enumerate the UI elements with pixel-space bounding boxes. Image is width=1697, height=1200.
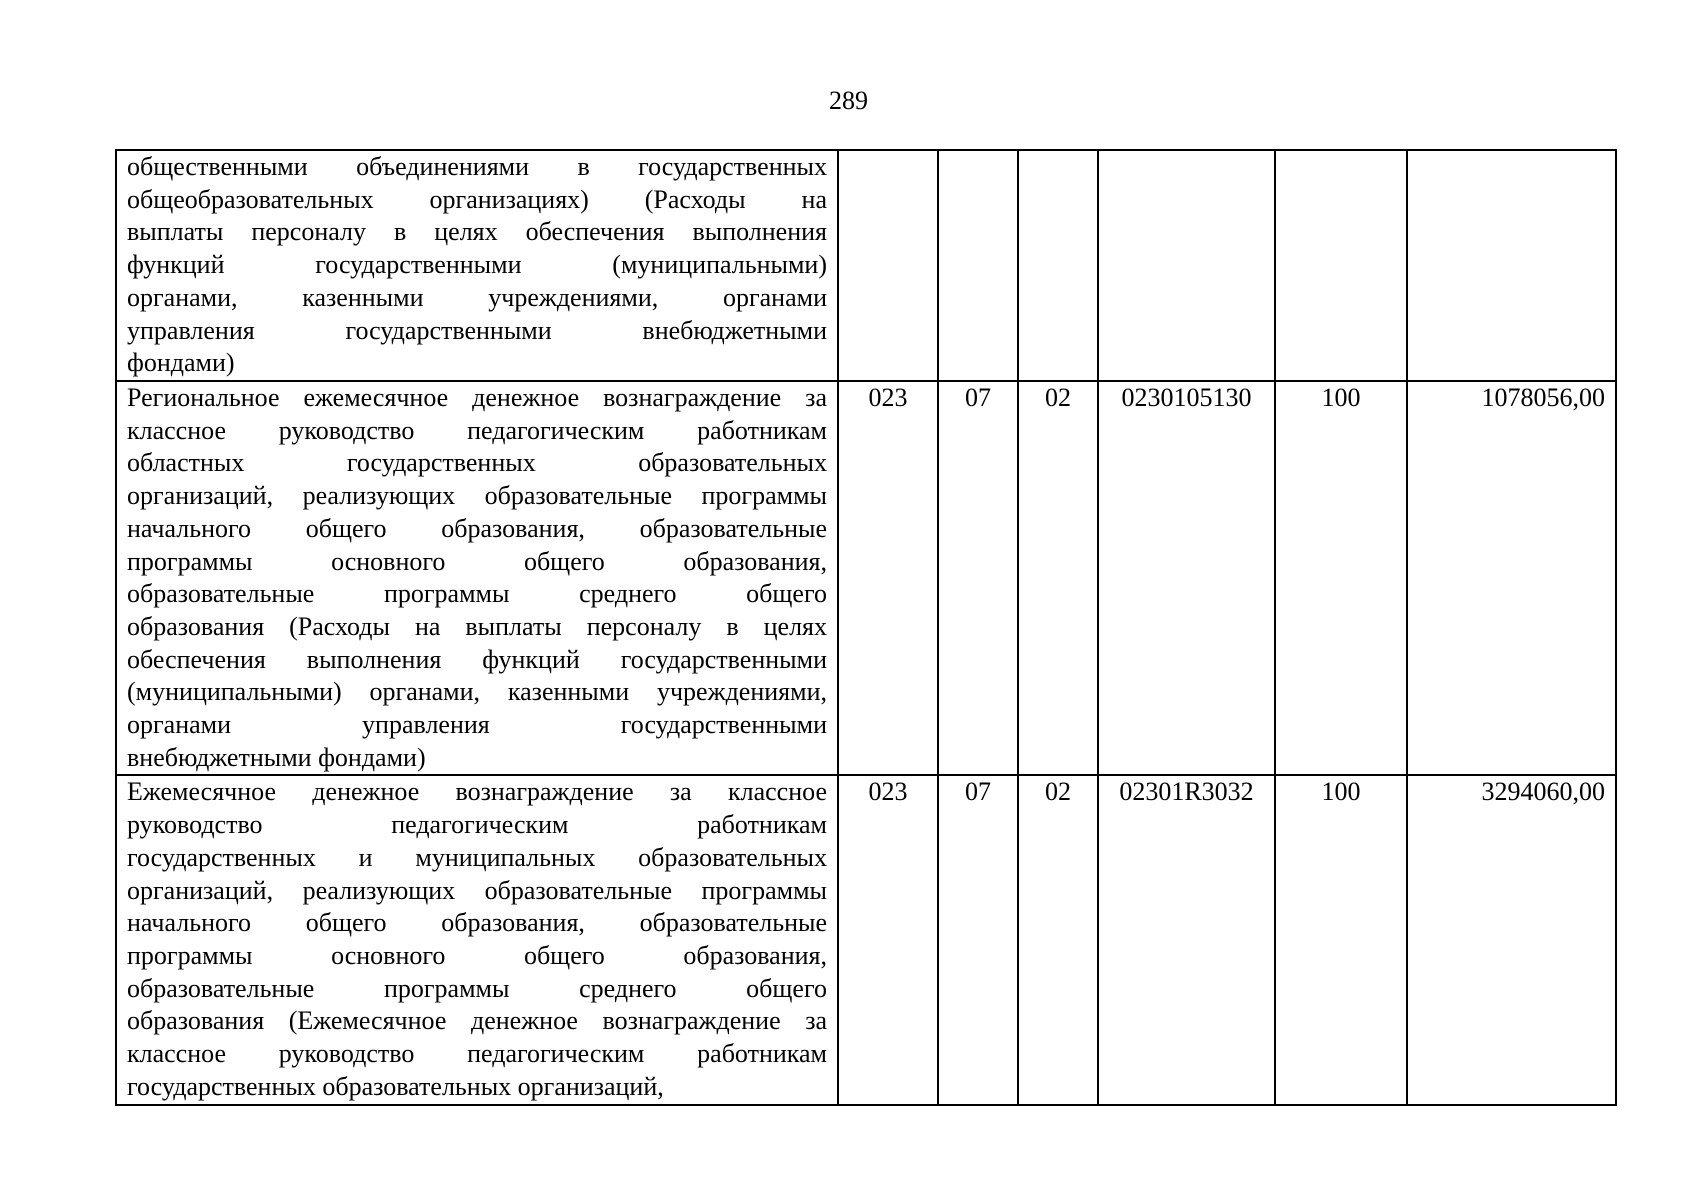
cell-expense-type: 100 xyxy=(1275,775,1407,1105)
description-line: общественными объединениями в государственных xyxy=(127,152,827,181)
description-line: программы основного общего образования, xyxy=(127,940,827,970)
cell-ministry-code xyxy=(838,150,938,381)
description-line: Региональное ежемесячное денежное вознаграждение за xyxy=(127,383,827,412)
description-line: организаций, реализующих образовательные программы xyxy=(127,875,827,905)
description-line: Ежемесячное денежное вознаграждение за классное xyxy=(127,777,827,807)
cell-expense-type: 100 xyxy=(1275,381,1407,775)
description-line: областных государственных образовательных xyxy=(127,448,827,478)
cell-target-article xyxy=(1098,150,1275,381)
description-line: управления государственными внебюджетными xyxy=(127,315,827,345)
cell-ministry-code: 023 xyxy=(838,381,938,775)
table-row xyxy=(116,381,1616,775)
description-line: образования (Ежемесячное денежное вознаграждение за xyxy=(127,1006,827,1036)
table-body xyxy=(116,150,1616,1105)
description-line: обеспечения выполнения функций государственными xyxy=(127,644,827,674)
cell-section-code xyxy=(938,150,1018,381)
cell-description xyxy=(116,775,838,1105)
cell-amount: 1078056,00 xyxy=(1407,381,1616,775)
cell-section-code: 07 xyxy=(938,381,1018,775)
description-line: внебюджетными фондами) xyxy=(127,742,426,772)
cell-subsection-code: 02 xyxy=(1018,775,1098,1105)
cell-section-code: 07 xyxy=(938,775,1018,1105)
description-line: начального общего образования, образовательные xyxy=(127,908,827,938)
description-line: образовательные программы среднего общего xyxy=(127,973,827,1003)
cell-description xyxy=(116,150,838,381)
description-line: фондами) xyxy=(127,348,235,378)
description-line: программы основного общего образования, xyxy=(127,546,827,576)
cell-subsection-code: 02 xyxy=(1018,381,1098,775)
table-row xyxy=(116,150,1616,381)
cell-expense-type xyxy=(1275,150,1407,381)
description-line: государственных образовательных организаций, xyxy=(127,1071,664,1101)
cell-amount: 3294060,00 xyxy=(1407,775,1616,1105)
description-line: функций государственными (муниципальными) xyxy=(127,250,827,280)
description-line: организаций, реализующих образовательные программы xyxy=(127,481,827,511)
description-line: классное руководство педагогическим работникам xyxy=(127,1039,827,1069)
cell-amount xyxy=(1407,150,1616,381)
description-line: образовательные программы среднего общего xyxy=(127,579,827,609)
cell-ministry-code: 023 xyxy=(838,775,938,1105)
cell-target-article: 0230105130 xyxy=(1098,381,1275,775)
description-line: (муниципальными) органами, казенными учреждениями, xyxy=(127,677,827,707)
description-line: органами управления государственными xyxy=(127,710,827,740)
description-line: государственных и муниципальных образовательных xyxy=(127,842,827,872)
description-line: образования (Расходы на выплаты персоналу в целях xyxy=(127,611,827,641)
description-line: руководство педагогическим работникам xyxy=(127,810,827,840)
description-line: выплаты персоналу в целях обеспечения выполнения xyxy=(127,217,827,247)
description-line: начального общего образования, образовательные xyxy=(127,513,827,543)
description-line: органами, казенными учреждениями, органами xyxy=(127,282,827,312)
cell-target-article: 02301R3032 xyxy=(1098,775,1275,1105)
cell-subsection-code xyxy=(1018,150,1098,381)
description-line: общеобразовательных организациях) (Расходы на xyxy=(127,184,827,214)
cell-description xyxy=(116,381,838,775)
budget-table xyxy=(115,149,1617,1106)
page-number: 289 xyxy=(829,86,868,115)
description-line: классное руководство педагогическим работникам xyxy=(127,415,827,445)
table-row xyxy=(116,775,1616,1105)
